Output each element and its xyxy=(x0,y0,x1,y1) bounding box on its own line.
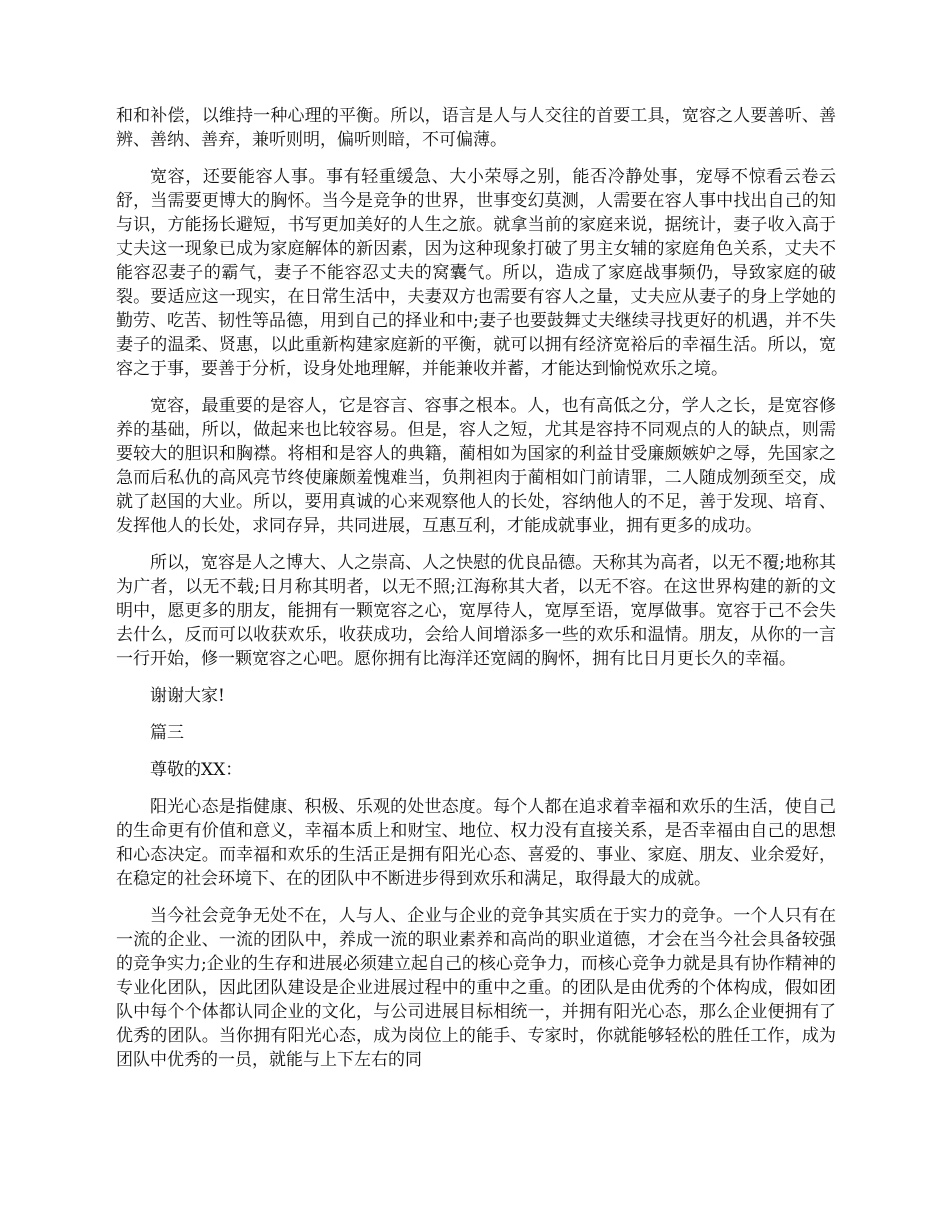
paragraph-continuation: 和和补偿，以维持一种心理的平衡。所以，语言是人与人交往的首要工具，宽容之人要善听、善辨、善纳、善弃，兼听则明，偏听则暗，不可偏薄。 xyxy=(116,106,836,150)
closing-thanks: 谢谢大家! xyxy=(150,686,225,706)
paragraph-conclusion: 所以，宽容是人之博大、人之崇高、人之快慰的优良品德。天称其为高者，以无不覆;地称其为广者，以无不载;日月称其明者，以无不照;江海称其大者，以无不容。在这世界构建的新的文明中，愿更多的朋友，能拥有一颗宽容之心，宽厚待人，宽厚至语，宽厚做事。宽容于己不会失去什么，反而可以收获欢乐，收获成功，会给人间增添多一些的欢乐和温情。朋友，从你的一言一行开始，修一颗宽容之心吧。愿你拥有比海洋还宽阔的胸怀，拥有比日月更长久的幸福。 xyxy=(116,553,836,669)
paragraph-tolerate-matters: 宽容，还要能容人事。事有轻重缓急、大小荣辱之别，能否冷静处事，宠辱不惊看云卷云舒，当需要更博大的胸怀。当今是竞争的世界，世事变幻莫测，人需要在容人事中找出自己的知与识，方能扬长避短，书写更加美好的人生之旅。就拿当前的家庭来说，据统计，妻子收入高于丈夫这一现象已成为家庭解体的新因素，因为这种现象打破了男主女辅的家庭角色关系，丈夫不能容忍妻子的霸气，妻子不能容忍丈夫的窝囊气。所以，造成了家庭战事频仍，导致家庭的破裂。要适应这一现实，在日常生活中，夫妻双方也需要有容人之量，丈夫应从妻子的身上学她的勤劳、吃苦、韧性等品德，用到自己的择业和中;妻子也要鼓舞丈夫继续寻找更好的机遇，并不失妻子的温柔、贤惠，以此重新构建家庭新的平衡，就可以拥有经济宽裕后的幸福生活。所以，宽容之于事，要善于分析，设身处地理解，并能兼收并蓄，才能达到愉悦欢乐之境。 xyxy=(116,167,836,379)
paragraph-sunny-mindset: 阳光心态是指健康、积极、乐观的处世态度。每个人都在追求着幸福和欢乐的生活，使自己的生命更有价值和意义，幸福本质上和财宝、地位、权力没有直接关系，是否幸福由自己的思想和心态决定。而幸福和欢乐的生活正是拥有阳光心态、喜爱的、事业、家庭、朋友、业余爱好，在稳定的社会环境下、在的团队中不断进步得到欢乐和满足，取得最大的成就。 xyxy=(116,797,836,889)
document-page xyxy=(116,104,836,1085)
paragraph-competition: 当今社会竞争无处不在，人与人、企业与企业的竞争其实质在于实力的竞争。一个人只有在一流的企业、一流的团队中，养成一流的职业素养和高尚的职业道德，才会在当今社会具备较强的竞争实力;企业的生存和进展必须建立起自己的核心竞争力，而核心竞争力就是具有协作精神的专业化团队，因此团队建设是企业进展过程中的重中之重。的团队是由优秀的个体构成，假如团队中每个个体都认同企业的文化，与公司进展目标相统一，并拥有阳光心态，那么企业便拥有了优秀的团队。当你拥有阳光心态，成为岗位上的能手、专家时，你就能够轻松的胜任工作，成为团队中优秀的一员，就能与上下左右的同 xyxy=(116,906,836,1070)
section-heading: 篇三 xyxy=(150,723,184,743)
paragraph-tolerate-people: 宽容，最重要的是容人，它是容言、容事之根本。人，也有高低之分，学人之长，是宽容修养的基础，所以，做起来也比较容易。但是，容人之短，尤其是容持不同观点的人的缺点，则需要较大的胆识和胸襟。将相和是容人的典籍，蔺相如为国家的利益甘受廉颇嫉妒之辱，先国家之急而后私仇的高风亮节终使廉颇羞愧难当，负荆袒肉于蔺相如门前请罪，二人随成刎颈至交，成就了赵国的大业。所以，要用真诚的心来观察他人的长处，容纳他人的不足，善于发现、培育、发挥他人的长处，求同存异，共同进展，互惠互利，才能成就事业，拥有更多的成功。 xyxy=(116,396,836,536)
salutation: 尊敬的XX： xyxy=(150,760,243,780)
